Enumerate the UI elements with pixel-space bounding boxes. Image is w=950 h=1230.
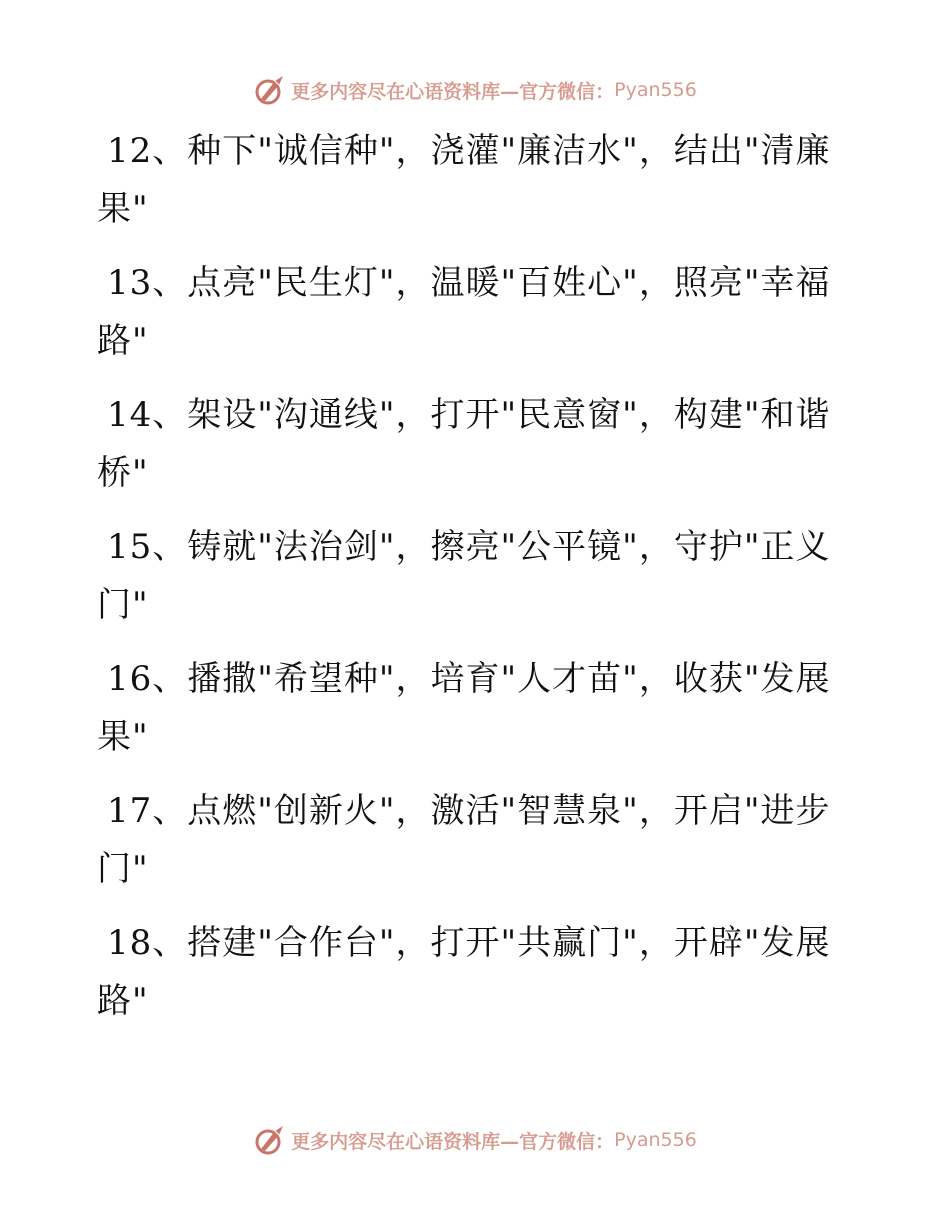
list-item: [97, 122, 857, 238]
banner-text: 更多内容尽在心语资料库—官方微信：: [291, 80, 615, 103]
list-item-line-2: 门": [97, 849, 149, 889]
list-item-line-2: 路": [97, 321, 149, 361]
document-body: [97, 122, 857, 1046]
list-item: [97, 782, 857, 898]
banner-wechat-id: Pyan556: [614, 79, 697, 101]
list-item-line-2: 桥": [97, 453, 149, 493]
list-item-line-2: 路": [97, 981, 149, 1021]
header-banner: [0, 70, 950, 110]
list-item: [97, 254, 857, 370]
list-item-line-2: 果": [97, 189, 149, 229]
quill-pen-logo-icon: [253, 1123, 287, 1157]
list-item: [97, 386, 857, 502]
list-item-line-1: 18、搭建"合作台"，打开"共赢门"，开辟"发展: [107, 923, 831, 963]
list-item-line-1: 14、架设"沟通线"，打开"民意窗"，构建"和谐: [107, 395, 831, 435]
quill-pen-logo-icon: [253, 73, 287, 107]
list-item-line-1: 16、播撒"希望种"，培育"人才苗"，收获"发展: [107, 659, 831, 699]
list-item-line-1: 12、种下"诚信种"，浇灌"廉洁水"，结出"清廉: [107, 131, 831, 171]
list-item: [97, 914, 857, 1030]
banner-text: 更多内容尽在心语资料库—官方微信：: [291, 1130, 615, 1153]
list-item-line-2: 果": [97, 717, 149, 757]
list-item: [97, 650, 857, 766]
banner-wechat-id: Pyan556: [614, 1129, 697, 1151]
list-item-line-2: 门": [97, 585, 149, 625]
list-item-line-1: 13、点亮"民生灯"，温暖"百姓心"，照亮"幸福: [107, 263, 831, 303]
list-item-line-1: 17、点燃"创新火"，激活"智慧泉"，开启"进步: [107, 791, 831, 831]
list-item: [97, 518, 857, 634]
list-item-line-1: 15、铸就"法治剑"，擦亮"公平镜"，守护"正义: [107, 527, 831, 567]
footer-banner: [0, 1120, 950, 1160]
